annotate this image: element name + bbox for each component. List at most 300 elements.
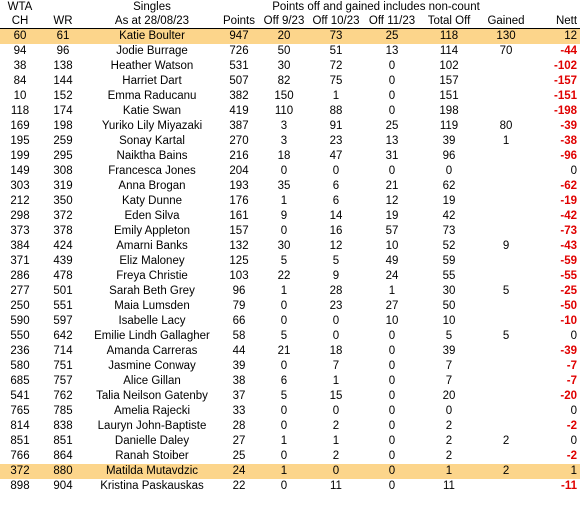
points-cell: 37: [232, 390, 246, 402]
table-row: [0, 164, 580, 179]
nett-cell: -44: [560, 45, 578, 57]
points-cell: 161: [229, 210, 249, 222]
wr-cell: 319: [53, 180, 73, 192]
total-off-cell: 102: [439, 60, 459, 72]
gained-cell: [478, 419, 534, 434]
table-row: [0, 119, 580, 134]
wta-header: WTA: [7, 1, 33, 13]
off-11-23-cell: 31: [385, 150, 399, 162]
total-off-cell: 11: [443, 480, 455, 492]
header-row-2: [0, 14, 580, 29]
gained-cell: [478, 359, 534, 374]
table-row: [0, 389, 580, 404]
player-name: Matilda Mutavdzic: [86, 464, 218, 479]
off-11-23-cell: 0: [388, 90, 396, 102]
total-off-cell: 157: [439, 75, 459, 87]
wr-cell: 880: [40, 464, 86, 479]
nett-cell: 0: [570, 405, 578, 417]
table-row: [0, 269, 580, 284]
wr-cell: 424: [53, 240, 73, 252]
points-cell: 33: [232, 405, 246, 417]
off-10-23-cell: 51: [329, 45, 343, 57]
off-9-23-cell: 30: [277, 240, 291, 252]
wr-cell: 762: [53, 390, 73, 402]
table-row: [0, 314, 580, 329]
off-10-23-cell: 47: [329, 150, 343, 162]
off-11-23-cell: 24: [385, 270, 399, 282]
ch-cell: 765: [10, 405, 30, 417]
player-name: Ranah Stoiber: [115, 450, 189, 462]
nett-cell: 12: [534, 29, 580, 45]
off-10-23-cell: 7: [332, 360, 340, 372]
player-name: Harriet Dart: [122, 75, 182, 87]
ch-cell: 212: [10, 195, 30, 207]
wr-cell: 785: [53, 405, 73, 417]
off-9-23-cell: 0: [280, 480, 288, 492]
off-11-23-cell: 0: [388, 480, 396, 492]
off-11-23-cell: 10: [385, 315, 399, 327]
points-cell: 38: [232, 375, 246, 387]
player-name: Freya Christie: [116, 270, 188, 282]
player-name: Francesca Jones: [108, 165, 196, 177]
off-9-23-cell: 1: [260, 464, 308, 479]
gained-cell: 5: [502, 330, 510, 342]
total-off-cell: 2: [445, 435, 453, 447]
off-9-23-cell: 6: [280, 375, 288, 387]
off-11-23-cell: 10: [385, 240, 399, 252]
off-9-23-cell: 21: [277, 345, 291, 357]
off-9-23-cell: 0: [280, 360, 288, 372]
ch-cell: 766: [10, 450, 30, 462]
nett-cell: -102: [554, 60, 578, 72]
off-10-23-header: Off 10/23: [308, 14, 364, 29]
off-11-23-cell: 12: [385, 195, 399, 207]
off-10-23-cell: 6: [332, 180, 340, 192]
wr-cell: 372: [53, 210, 73, 222]
off-11-23-cell: 13: [385, 135, 399, 147]
gained-header: Gained: [478, 14, 534, 29]
points-cell: 204: [229, 165, 249, 177]
off-9-23-cell: 20: [260, 29, 308, 45]
ch-cell: 371: [10, 255, 30, 267]
gained-cell: [478, 254, 534, 269]
nett-cell: -42: [560, 210, 578, 222]
total-off-cell: 39: [442, 135, 456, 147]
off-9-23-cell: 0: [280, 315, 288, 327]
nett-cell: -39: [560, 120, 578, 132]
total-off-cell: 7: [445, 375, 453, 387]
total-off-cell: 10: [442, 315, 456, 327]
total-off-cell: 50: [442, 300, 456, 312]
off-11-23-cell: 0: [388, 450, 396, 462]
gained-cell: [478, 104, 534, 119]
off-10-23-cell: 15: [329, 390, 343, 402]
off-11-23-cell: 25: [385, 120, 399, 132]
total-off-cell: 73: [442, 225, 456, 237]
off-11-23-cell: 0: [388, 60, 396, 72]
ch-cell: 236: [10, 345, 30, 357]
off-9-23-cell: 1: [280, 435, 288, 447]
table-row: [0, 179, 580, 194]
off-9-23-cell: 110: [274, 105, 294, 117]
nett-cell: -151: [554, 90, 578, 102]
off-11-23-cell: 0: [388, 330, 396, 342]
nett-cell: 1: [534, 464, 580, 479]
off-11-23-cell: 25: [364, 29, 420, 45]
off-11-23-header: Off 11/23: [364, 14, 420, 29]
nett-cell: -62: [560, 180, 578, 192]
wr-cell: 642: [53, 330, 73, 342]
gained-cell: [478, 89, 534, 104]
player-name: Jasmine Conway: [108, 360, 196, 372]
player-name: Sarah Beth Grey: [109, 285, 195, 297]
points-cell: 216: [229, 150, 249, 162]
off-9-23-cell: 3: [280, 120, 288, 132]
table-row: [0, 419, 580, 434]
off-10-23-cell: 0: [332, 315, 340, 327]
singles-header: Singles: [133, 1, 171, 13]
points-cell: 132: [229, 240, 249, 252]
wr-cell: 295: [53, 150, 73, 162]
off-11-23-cell: 21: [385, 180, 399, 192]
wr-cell: 838: [53, 420, 73, 432]
player-name: Sonay Kartal: [119, 135, 185, 147]
off-9-23-cell: 5: [280, 255, 288, 267]
total-off-cell: 42: [442, 210, 456, 222]
player-name: Katie Swan: [122, 105, 182, 117]
off-9-23-cell: 0: [280, 450, 288, 462]
off-11-23-cell: 1: [388, 285, 396, 297]
ch-cell: 38: [13, 60, 27, 72]
points-cell: 387: [229, 120, 249, 132]
gained-cell: 130: [478, 29, 534, 45]
total-off-cell: 7: [445, 360, 453, 372]
off-10-23-cell: 73: [308, 29, 364, 45]
player-name: Jodie Burrage: [116, 45, 188, 57]
table-row: [0, 464, 580, 479]
off-11-23-cell: 27: [385, 300, 399, 312]
off-9-23-cell: 5: [280, 390, 288, 402]
points-cell: 27: [232, 435, 246, 447]
off-10-23-cell: 18: [329, 345, 343, 357]
gained-cell: [478, 149, 534, 164]
ch-cell: 118: [10, 105, 30, 117]
table-row: [0, 89, 580, 104]
table-row: [0, 299, 580, 314]
table-row: [0, 404, 580, 419]
off-9-23-cell: 0: [280, 420, 288, 432]
total-off-cell: 62: [442, 180, 456, 192]
off-10-23-cell: 9: [332, 270, 340, 282]
player-name: Danielle Daley: [114, 435, 190, 447]
total-off-cell: 198: [439, 105, 459, 117]
ch-cell: 60: [0, 29, 40, 45]
off-11-23-cell: 0: [388, 360, 396, 372]
off-9-23-cell: 1: [280, 195, 288, 207]
gained-cell: [478, 179, 534, 194]
points-cell: 44: [232, 345, 246, 357]
off-9-23-cell: 150: [274, 90, 294, 102]
gained-cell: [478, 344, 534, 359]
gained-cell: [478, 374, 534, 389]
nett-cell: -96: [560, 150, 578, 162]
ch-cell: 298: [10, 210, 30, 222]
total-off-cell: 19: [442, 195, 456, 207]
wr-cell: 864: [53, 450, 73, 462]
off-11-23-cell: 0: [364, 464, 420, 479]
as-at-header: As at 28/08/23: [86, 14, 218, 29]
points-cell: 157: [229, 225, 249, 237]
nett-cell: -7: [566, 360, 578, 372]
nett-header: Nett: [534, 14, 580, 29]
total-off-cell: 0: [445, 165, 453, 177]
player-name: Amarni Banks: [116, 240, 188, 252]
off-10-23-cell: 12: [329, 240, 343, 252]
off-9-23-cell: 0: [280, 405, 288, 417]
off-11-23-cell: 0: [388, 435, 396, 447]
points-cell: 125: [229, 255, 249, 267]
off-9-23-cell: 0: [280, 165, 288, 177]
ch-cell: 814: [10, 420, 30, 432]
off-11-23-cell: 49: [385, 255, 399, 267]
player-name: Anna Brogan: [118, 180, 186, 192]
total-off-cell: 119: [439, 120, 459, 132]
nett-cell: -59: [560, 255, 578, 267]
nett-cell: -39: [560, 345, 578, 357]
off-10-23-cell: 0: [332, 330, 340, 342]
wr-cell: 259: [53, 135, 73, 147]
gained-cell: [478, 74, 534, 89]
off-11-23-cell: 0: [388, 345, 396, 357]
ch-cell: 541: [10, 390, 30, 402]
points-cell: 176: [229, 195, 249, 207]
player-name: Isabelle Lacy: [118, 315, 186, 327]
points-cell: 22: [232, 480, 246, 492]
player-name: Naiktha Bains: [116, 150, 188, 162]
player-name: Maia Lumsden: [114, 300, 190, 312]
nett-cell: -7: [566, 375, 578, 387]
table-row: [0, 59, 580, 74]
off-9-23-cell: 18: [277, 150, 291, 162]
points-cell: 419: [229, 105, 249, 117]
off-10-23-cell: 5: [332, 255, 340, 267]
off-10-23-cell: 23: [329, 300, 343, 312]
table-row: [0, 284, 580, 299]
wr-cell: 757: [53, 375, 73, 387]
ch-cell: 685: [10, 375, 30, 387]
nett-cell: -157: [554, 75, 578, 87]
off-9-23-cell: 30: [277, 60, 291, 72]
ch-cell: 372: [0, 464, 40, 479]
off-10-23-cell: 0: [308, 464, 364, 479]
table-row: [0, 29, 580, 45]
off-9-23-cell: 82: [277, 75, 291, 87]
ch-cell: 898: [10, 480, 30, 492]
table-row: [0, 149, 580, 164]
table-row: [0, 374, 580, 389]
gained-cell: 5: [502, 285, 510, 297]
gained-cell: 9: [502, 240, 510, 252]
off-10-23-cell: 2: [332, 450, 340, 462]
nett-cell: -25: [560, 285, 578, 297]
off-10-23-cell: 0: [332, 405, 340, 417]
off-9-23-cell: 3: [280, 135, 288, 147]
ch-cell: 169: [10, 120, 30, 132]
gained-cell: [478, 404, 534, 419]
table-row: [0, 359, 580, 374]
nett-cell: 0: [570, 435, 578, 447]
points-cell: 531: [229, 60, 249, 72]
points-cell: 382: [229, 90, 249, 102]
total-off-cell: 55: [442, 270, 456, 282]
off-11-23-cell: 0: [388, 375, 396, 387]
gained-cell: [478, 164, 534, 179]
table-row: [0, 44, 580, 59]
nett-cell: -11: [561, 480, 578, 492]
gained-cell: 70: [499, 45, 513, 57]
off-10-23-cell: 72: [329, 60, 343, 72]
points-note: Points off and gained includes non-count: [272, 1, 480, 13]
ch-cell: 195: [10, 135, 30, 147]
wr-cell: 138: [53, 60, 73, 72]
gained-cell: [478, 224, 534, 239]
nett-cell: -38: [560, 135, 578, 147]
player-name: Kristina Paskauskas: [100, 480, 204, 492]
nett-cell: -198: [554, 105, 578, 117]
table-row: [0, 434, 580, 449]
ch-cell: 250: [10, 300, 30, 312]
ch-cell: 384: [10, 240, 30, 252]
points-cell: 79: [232, 300, 246, 312]
table-row: [0, 209, 580, 224]
player-name: Amanda Carreras: [106, 345, 198, 357]
off-10-23-cell: 28: [329, 285, 343, 297]
nett-cell: -2: [566, 450, 578, 462]
nett-cell: -20: [560, 390, 578, 402]
table-row: [0, 194, 580, 209]
gained-cell: 80: [499, 120, 513, 132]
table-row: [0, 239, 580, 254]
wr-cell: 144: [53, 75, 73, 87]
total-off-cell: 59: [442, 255, 456, 267]
points-cell: 25: [232, 450, 246, 462]
total-off-cell: 151: [439, 90, 459, 102]
wr-cell: 174: [53, 105, 73, 117]
wr-cell: 501: [53, 285, 73, 297]
off-9-23-cell: 0: [280, 225, 288, 237]
wr-cell: 152: [53, 90, 73, 102]
ch-cell: 94: [13, 45, 27, 57]
wr-cell: 308: [53, 165, 73, 177]
points-cell: 103: [229, 270, 249, 282]
ch-cell: 149: [10, 165, 30, 177]
player-name: Talia Neilson Gatenby: [96, 390, 208, 402]
ch-cell: 851: [10, 435, 30, 447]
player-name: Katy Dunne: [121, 195, 183, 207]
wr-cell: 551: [53, 300, 73, 312]
off-10-23-cell: 1: [332, 375, 340, 387]
ch-cell: 373: [10, 225, 30, 237]
gained-cell: [478, 209, 534, 224]
ch-cell: 199: [10, 150, 30, 162]
gained-cell: [478, 194, 534, 209]
gained-cell: [478, 449, 534, 464]
total-off-cell: 2: [445, 450, 453, 462]
points-cell: 58: [232, 330, 246, 342]
total-off-cell: 5: [445, 330, 453, 342]
player-name: Amelia Rajecki: [113, 405, 191, 417]
off-10-23-cell: 16: [329, 225, 343, 237]
table-row: [0, 329, 580, 344]
points-header: Points: [218, 14, 260, 29]
gained-cell: [478, 314, 534, 329]
total-off-header: Total Off: [420, 14, 478, 29]
points-cell: 66: [232, 315, 246, 327]
nett-cell: -10: [560, 315, 578, 327]
player-name: Lauryn John-Baptiste: [97, 420, 207, 432]
ch-cell: 550: [10, 330, 30, 342]
off-10-23-cell: 1: [332, 90, 340, 102]
ch-cell: 10: [13, 90, 27, 102]
off-9-23-cell: 5: [280, 330, 288, 342]
off-10-23-cell: 6: [332, 195, 340, 207]
wr-cell: 597: [53, 315, 73, 327]
wr-cell: 61: [40, 29, 86, 45]
points-cell: 947: [218, 29, 260, 45]
table-row: [0, 74, 580, 89]
gained-cell: [478, 389, 534, 404]
wr-cell: 378: [53, 225, 73, 237]
ch-cell: 286: [10, 270, 30, 282]
wr-header: WR: [40, 14, 86, 29]
off-9-23-cell: 9: [280, 210, 288, 222]
off-10-23-cell: 11: [330, 480, 342, 492]
off-10-23-cell: 2: [332, 420, 340, 432]
total-off-cell: 118: [420, 29, 478, 45]
player-name: Emily Appleton: [113, 225, 191, 237]
points-cell: 726: [229, 45, 249, 57]
header-row-1: [0, 0, 580, 14]
points-cell: 507: [229, 75, 249, 87]
wr-cell: 439: [53, 255, 73, 267]
player-name: Yuriko Lily Miyazaki: [101, 120, 203, 132]
ch-cell: 277: [10, 285, 30, 297]
gained-cell: [478, 269, 534, 284]
player-name: Katie Boulter: [86, 29, 218, 45]
ch-cell: 580: [10, 360, 30, 372]
off-10-23-cell: 0: [332, 165, 340, 177]
table-row: [0, 104, 580, 119]
total-off-cell: 96: [442, 150, 456, 162]
total-off-cell: 52: [442, 240, 456, 252]
wr-cell: 350: [53, 195, 73, 207]
nett-cell: -50: [560, 300, 578, 312]
nett-cell: -73: [560, 225, 578, 237]
table-row: [0, 479, 580, 494]
total-off-cell: 2: [445, 420, 453, 432]
table-row: [0, 449, 580, 464]
ch-cell: 590: [10, 315, 30, 327]
points-cell: 270: [229, 135, 249, 147]
total-off-cell: 39: [442, 345, 456, 357]
off-9-23-cell: 50: [277, 45, 291, 57]
player-name: Heather Watson: [110, 60, 194, 72]
player-name: Alice Gillan: [123, 375, 181, 387]
off-10-23-cell: 1: [332, 435, 340, 447]
total-off-cell: 1: [420, 464, 478, 479]
ch-cell: 303: [10, 180, 30, 192]
off-10-23-cell: 91: [329, 120, 343, 132]
